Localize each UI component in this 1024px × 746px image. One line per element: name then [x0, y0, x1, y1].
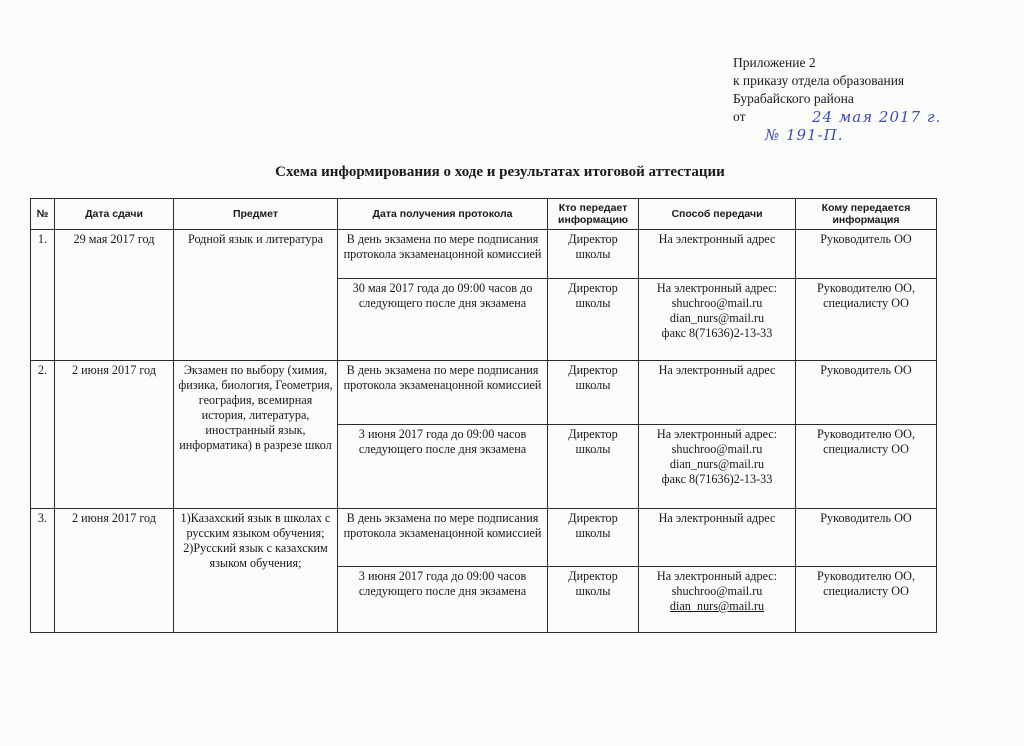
transfer-method: На электронный адрес	[639, 230, 796, 279]
email-address[interactable]: shuchroo@mail.ru	[671, 584, 763, 598]
col-header-protocol-date: Дата получения протокола	[338, 199, 548, 230]
sender: Директор школы	[548, 425, 639, 509]
sender: Директор школы	[548, 509, 639, 567]
appendix-line-3: Бурабайского района	[733, 91, 854, 106]
subject-line: 1)Казахский язык в школах с русским языком обучения;	[180, 511, 331, 540]
transfer-method: На электронный адрес	[639, 361, 796, 425]
exam-subject: Родной язык и литература	[174, 230, 338, 361]
sender: Директор школы	[548, 361, 639, 425]
protocol-date: 3 июня 2017 года до 09:00 часов следующего после дня экзамена	[338, 567, 548, 633]
handwritten-order-number: № 191-П.	[765, 126, 844, 144]
method-label: На электронный адрес:	[656, 281, 778, 295]
email-address[interactable]: dian_nurs@mail.ru	[669, 457, 765, 471]
method-label: На электронный адрес:	[656, 569, 778, 583]
handwritten-date: 24 мая 2017 г.	[812, 108, 942, 126]
row-number: 2.	[31, 361, 55, 509]
method-label: На электронный адрес:	[656, 427, 778, 441]
appendix-line-4: от	[733, 109, 746, 124]
fax-number: факс 8(71636)2-13-33	[661, 472, 773, 486]
email-address[interactable]: shuchroo@mail.ru	[671, 442, 763, 456]
protocol-date: В день экзамена по мере подписания протокола экзаменацонной комиссией	[338, 361, 548, 425]
row-number: 1.	[31, 230, 55, 361]
table-row	[31, 509, 937, 567]
subject-line: 2)Русский язык с казахским языком обучения;	[183, 541, 328, 570]
recipient: Руководителю ОО, специалисту ОО	[796, 425, 937, 509]
email-address[interactable]: dian_nurs@mail.ru	[669, 599, 765, 613]
col-header-subject: Предмет	[174, 199, 338, 230]
transfer-method	[639, 425, 796, 509]
email-address[interactable]: dian_nurs@mail.ru	[669, 311, 765, 325]
table-row	[31, 361, 937, 425]
document-title: Схема информирования о ходе и результатах итоговой аттестации	[275, 164, 725, 180]
recipient: Руководитель ОО	[796, 509, 937, 567]
fax-number: факс 8(71636)2-13-33	[661, 326, 773, 340]
col-header-date: Дата сдачи	[55, 199, 174, 230]
protocol-date: В день экзамена по мере подписания протокола экзаменацонной комиссией	[338, 230, 548, 279]
recipient: Руководителю ОО, специалисту ОО	[796, 279, 937, 361]
sender: Директор школы	[548, 567, 639, 633]
col-header-method: Способ передачи	[639, 199, 796, 230]
table-row	[31, 230, 937, 279]
col-header-recipient: Кому передается информация	[796, 199, 937, 230]
table-header-row	[31, 199, 937, 230]
exam-subject: Экзамен по выбору (химия, физика, биология, Геометрия, география, всемирная история, литература, иностранный язык, информатика) в разрезе школ	[174, 361, 338, 509]
row-number: 3.	[31, 509, 55, 633]
exam-date: 2 июня 2017 год	[55, 361, 174, 509]
schedule-table	[30, 198, 937, 633]
exam-subject	[174, 509, 338, 633]
recipient: Руководитель ОО	[796, 230, 937, 279]
protocol-date: 3 июня 2017 года до 09:00 часов следующего после дня экзамена	[338, 425, 548, 509]
recipient: Руководителю ОО, специалисту ОО	[796, 567, 937, 633]
transfer-method	[639, 567, 796, 633]
sender: Директор школы	[548, 279, 639, 361]
exam-date: 29 мая 2017 год	[55, 230, 174, 361]
col-header-number: №	[31, 199, 55, 230]
appendix-line-2: к приказу отдела образования	[733, 73, 905, 88]
appendix-line-1: Приложение 2	[733, 55, 816, 70]
protocol-date: 30 мая 2017 года до 09:00 часов до следующего после дня экзамена	[338, 279, 548, 361]
email-address[interactable]: shuchroo@mail.ru	[671, 296, 763, 310]
protocol-date: В день экзамена по мере подписания протокола экзаменацонной комиссией	[338, 509, 548, 567]
sender: Директор школы	[548, 230, 639, 279]
recipient: Руководитель ОО	[796, 361, 937, 425]
transfer-method: На электронный адрес	[639, 509, 796, 567]
transfer-method	[639, 279, 796, 361]
col-header-who: Кто передает информацию	[548, 199, 639, 230]
exam-date: 2 июня 2017 год	[55, 509, 174, 633]
